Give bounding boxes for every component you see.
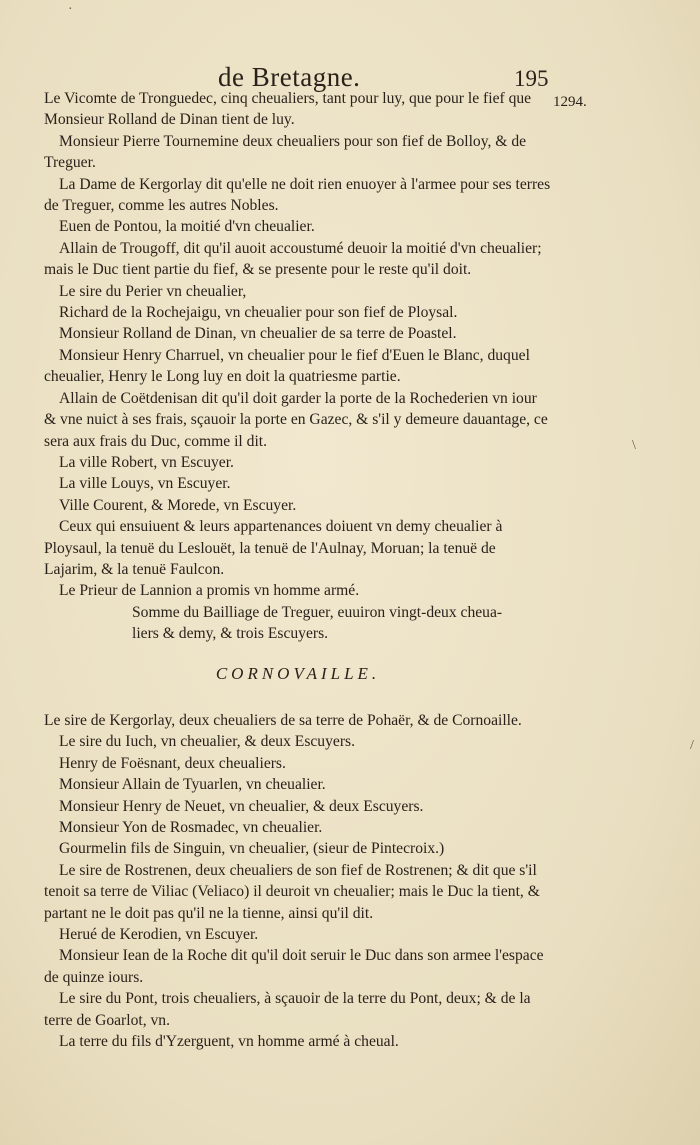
stray-mark-icon: / — [690, 738, 694, 753]
paragraph: Herué de Kerodien, vn Escuyer. — [59, 926, 259, 944]
paragraph: Monsieur Rolland de Dinan, vn cheualier de sa terre de Poastel. — [59, 325, 457, 343]
paragraph: Allain de Trougoff, dit qu'il auoit accoustumé deuoir la moitié d'vn cheualier; mais le Duc tient partie du fief, & se presente pour le reste qu'il doit. — [44, 239, 542, 279]
paragraph: Ville Courent, & Morede, vn Escuyer. — [59, 496, 297, 514]
body-text — [44, 88, 552, 1052]
paragraph: Monsieur Yon de Rosmadec, vn cheualier. — [59, 819, 323, 836]
paragraph: La ville Louys, vn Escuyer. — [59, 475, 231, 493]
paragraph: Le sire du Pont, trois cheualiers, à sçauoir de la terre du Pont, deux; & de la terre de Goarlot, vn. — [44, 990, 531, 1029]
page-number: 195 — [514, 66, 549, 91]
paragraph: Ceux qui ensuiuent & leurs appartenances doiuent vn demy cheualier à Ploysaul, la tenuë du Leslouët, la tenuë de l'Aulnay, Moruan; la tenuë de Lajarim, & la tenuë Faulcon. — [44, 518, 503, 578]
stray-mark-icon: \ — [632, 438, 636, 453]
paragraph: Monsieur Allain de Tyuarlen, vn cheualier. — [59, 776, 326, 794]
paragraph: Le sire du Iuch, vn cheualier, & deux Escuyers. — [59, 733, 355, 751]
paragraph: La ville Robert, vn Escuyer. — [59, 453, 234, 471]
paragraph: Le Vicomte de Tronguedec, cinq cheualiers, tant pour luy, que pour le fief que Monsieur Rolland de Dinan tient de luy. — [44, 90, 532, 129]
paragraph: La terre du fils d'Yzerguent, vn homme armé à cheual. — [59, 1033, 399, 1051]
summary-paragraph — [44, 602, 552, 645]
paragraph: Monsieur Henry de Neuet, vn cheualier, & deux Escuyers. — [59, 797, 424, 815]
summary-line: liers & demy, & trois Escuyers. — [132, 625, 329, 643]
summary-line: Somme du Bailliage de Treguer, euuiron vingt-deux cheua- — [132, 603, 503, 621]
paragraph: La Dame de Kergorlay dit qu'elle ne doit rien enuoyer à l'armee pour ses terres de Treguer, comme les autres Nobles. — [44, 175, 551, 215]
paragraph: Le sire de Kergorlay, deux cheualiers de sa terre de Pohaër, & de Cornoaille. — [44, 711, 522, 729]
paragraph: Gourmelin fils de Singuin, vn cheualier, (sieur de Pintecroix.) — [59, 840, 445, 858]
margin-note-year: 1294. — [553, 94, 587, 110]
running-title: de Bretagne. — [218, 62, 361, 92]
paragraph: Le sire du Perier vn cheualier, — [59, 282, 247, 300]
paragraph: Monsieur Henry Charruel, vn cheualier pour le fief d'Euen le Blanc, duquel cheualier, Henry le Long luy en doit la quatriesme partie. — [44, 346, 530, 386]
paragraph: Monsieur Iean de la Roche dit qu'il doit seruir le Duc dans son armee l'espace de quinze iours. — [44, 947, 544, 986]
paragraph: Monsieur Pierre Tournemine deux cheualiers pour son fief de Bolloy, & de Treguer. — [44, 132, 527, 172]
paragraph: Euen de Pontou, la moitié d'vn cheualier. — [59, 218, 315, 236]
stray-mark-icon: · — [68, 2, 73, 17]
paragraph: Allain de Coëtdenisan dit qu'il doit garder la porte de la Rochederien vn iour & vne nuict à ses frais, sçauoir la porte en Gazec, & s'il y demeure dauantage, ce sera aux frais du Duc, comme il dit. — [44, 389, 548, 450]
paragraph: Le sire de Rostrenen, deux cheualiers de son fief de Rostrenen; & dit que s'il tenoit sa terre de Viliac (Veliaco) il deuroit vn cheualier; mais le Duc la tient, & partant ne le doit pas qu'il ne la tienne, ainsi qu'il dit. — [44, 861, 540, 922]
paragraph: Richard de la Rochejaigu, vn cheualier pour son fief de Ploysal. — [59, 304, 458, 322]
paragraph: Henry de Foësnant, deux cheualiers. — [59, 754, 286, 772]
paragraph: Le Prieur de Lannion a promis vn homme armé. — [59, 582, 360, 600]
section-title: CORNOVAILLE. — [215, 663, 381, 683]
